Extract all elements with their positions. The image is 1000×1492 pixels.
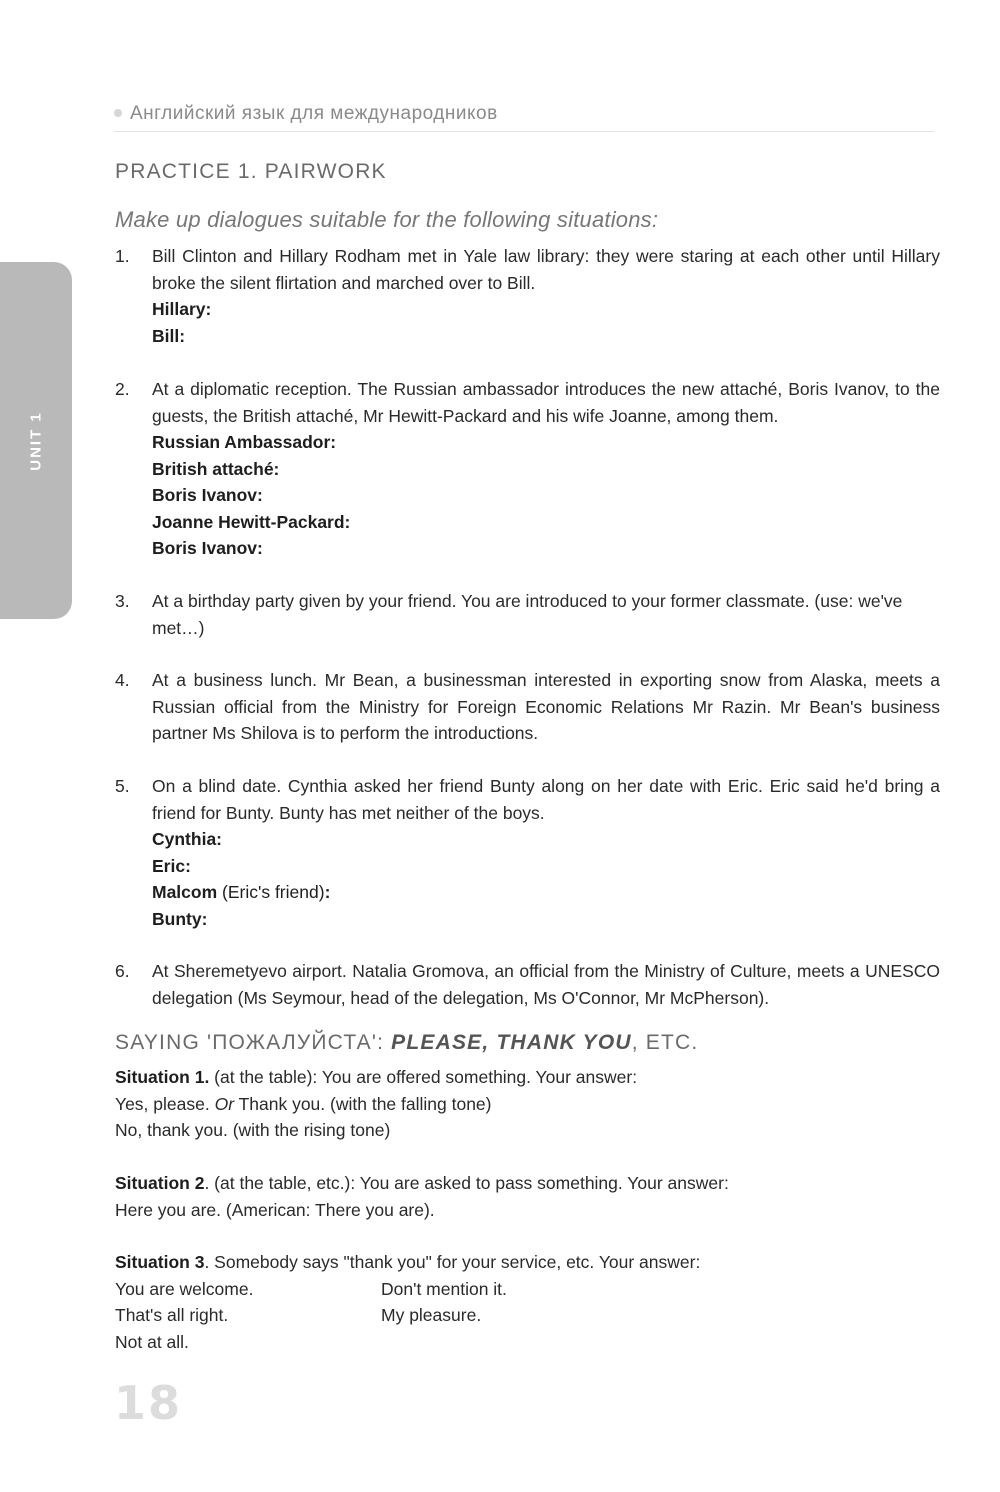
saying-title-emphasis: PLEASE, THANK YOU xyxy=(391,1031,632,1054)
answers-grid xyxy=(115,1276,935,1356)
header-rule xyxy=(114,131,934,132)
answer-text: Thank you. (with the falling tone) xyxy=(234,1093,492,1114)
item-text: At a diplomatic reception. The Russian ambassador introduces the new attaché, Boris Ivanov, to the guests, the British attaché, Mr Hewitt-Packard and his wife Joanne, among them. xyxy=(152,379,940,426)
answer-text: Not at all. xyxy=(115,1331,189,1352)
situation-heading xyxy=(115,1064,935,1091)
answer-text: My pleasure. xyxy=(381,1305,482,1325)
list-item-6 xyxy=(115,958,940,1011)
item-number: 4. xyxy=(115,670,130,690)
running-head xyxy=(114,103,498,125)
answer-line: No, thank you. (with the rising tone) xyxy=(115,1120,391,1140)
role-label: Bunty: xyxy=(152,908,208,929)
answer-or: Or xyxy=(214,1093,235,1114)
unit-tab xyxy=(0,262,72,619)
bullet-dot-icon xyxy=(114,109,122,117)
item-text: At a birthday party given by your friend. You are introduced to your former classmate. (use: we've met…) xyxy=(152,591,903,638)
role-name: Malcom xyxy=(152,882,218,902)
situation-heading xyxy=(115,1249,935,1276)
running-title: Английский язык для международников xyxy=(130,103,498,124)
practice-instruction: Make up dialogues suitable for the following situations: xyxy=(115,207,659,232)
role-label-malcom xyxy=(152,879,940,906)
answer-line xyxy=(115,1276,935,1303)
role-colon: : xyxy=(324,882,331,902)
role-label: Bill: xyxy=(152,325,186,346)
answer-line: Here you are. (American: There you are). xyxy=(115,1199,435,1220)
situation-1 xyxy=(115,1064,935,1144)
practice-title: PRACTICE 1. PAIRWORK xyxy=(115,160,387,183)
role-label: Cynthia: xyxy=(152,829,222,849)
saying-title-prefix: SAYING 'ПОЖАЛУЙСТА': xyxy=(115,1031,392,1054)
situation-desc: . (at the table, etc.): You are asked to pass something. Your answer: xyxy=(204,1173,729,1193)
item-text: On a blind date. Cynthia asked her friend Bunty along on her date with Eric. Eric said he'd bring a friend for Bunty. Bunty has met neither of the boys. xyxy=(152,776,940,823)
answer-text: You are welcome. xyxy=(115,1278,254,1299)
answer-line xyxy=(115,1329,935,1356)
answer-text: That's all right. xyxy=(115,1305,229,1325)
list-item-5 xyxy=(115,773,940,932)
item-text: Bill Clinton and Hillary Rodham met in Yale law library: they were staring at each other until Hillary broke the silent flirtation and marched over to Bill. xyxy=(152,246,940,293)
item-number: 2. xyxy=(115,379,130,399)
answer-text: Don't mention it. xyxy=(381,1278,507,1299)
role-label: British attaché: xyxy=(152,458,280,479)
list-item-3 xyxy=(115,588,940,641)
situation-label: Situation 2 xyxy=(115,1173,205,1193)
answer-line xyxy=(115,1091,935,1118)
role-label: Boris Ivanov: xyxy=(152,485,263,505)
item-text: At a business lunch. Mr Bean, a businessman interested in exporting snow from Alaska, meets a Russian official from the Ministry for Foreign Economic Relations Mr Razin. Mr Bean's business partner Ms Shilova is to perform the introductions. xyxy=(152,670,940,743)
list-item-4 xyxy=(115,667,940,747)
item-number: 6. xyxy=(115,961,130,981)
role-label: Hillary: xyxy=(152,299,212,319)
answer-text: Yes, please. xyxy=(115,1093,215,1114)
list-item-2 xyxy=(115,376,940,562)
role-label: Boris Ivanov: xyxy=(152,538,263,558)
situation-2 xyxy=(115,1170,935,1223)
role-label: Russian Ambassador: xyxy=(152,432,337,452)
situation-desc: . Somebody says "thank you" for your service, etc. Your answer: xyxy=(204,1252,701,1272)
situation-label: Situation 1. xyxy=(115,1067,210,1087)
role-label: Eric: xyxy=(152,855,191,876)
list-item-1 xyxy=(115,243,940,349)
unit-tab-label: UNIT 1 xyxy=(27,410,45,471)
situation-label: Situation 3 xyxy=(115,1252,205,1272)
answer-line xyxy=(115,1302,935,1329)
saying-title xyxy=(115,1031,698,1055)
item-number: 5. xyxy=(115,776,130,796)
item-number: 1. xyxy=(115,246,130,266)
situation-desc: (at the table): You are offered something. Your answer: xyxy=(209,1067,638,1087)
situation-heading xyxy=(115,1170,935,1197)
role-note: (Eric's friend) xyxy=(222,882,325,902)
saying-title-suffix: , ETC. xyxy=(631,1031,699,1054)
page-number: 18 xyxy=(114,1376,183,1430)
item-text: At Sheremetyevo airport. Natalia Gromova, an official from the Ministry of Culture, meets a UNESCO delegation (Ms Seymour, head of the delegation, Ms O'Connor, Mr McPherson). xyxy=(152,961,940,1008)
item-number: 3. xyxy=(115,591,130,611)
situation-3 xyxy=(115,1249,935,1355)
role-label: Joanne Hewitt-Packard: xyxy=(152,511,351,532)
